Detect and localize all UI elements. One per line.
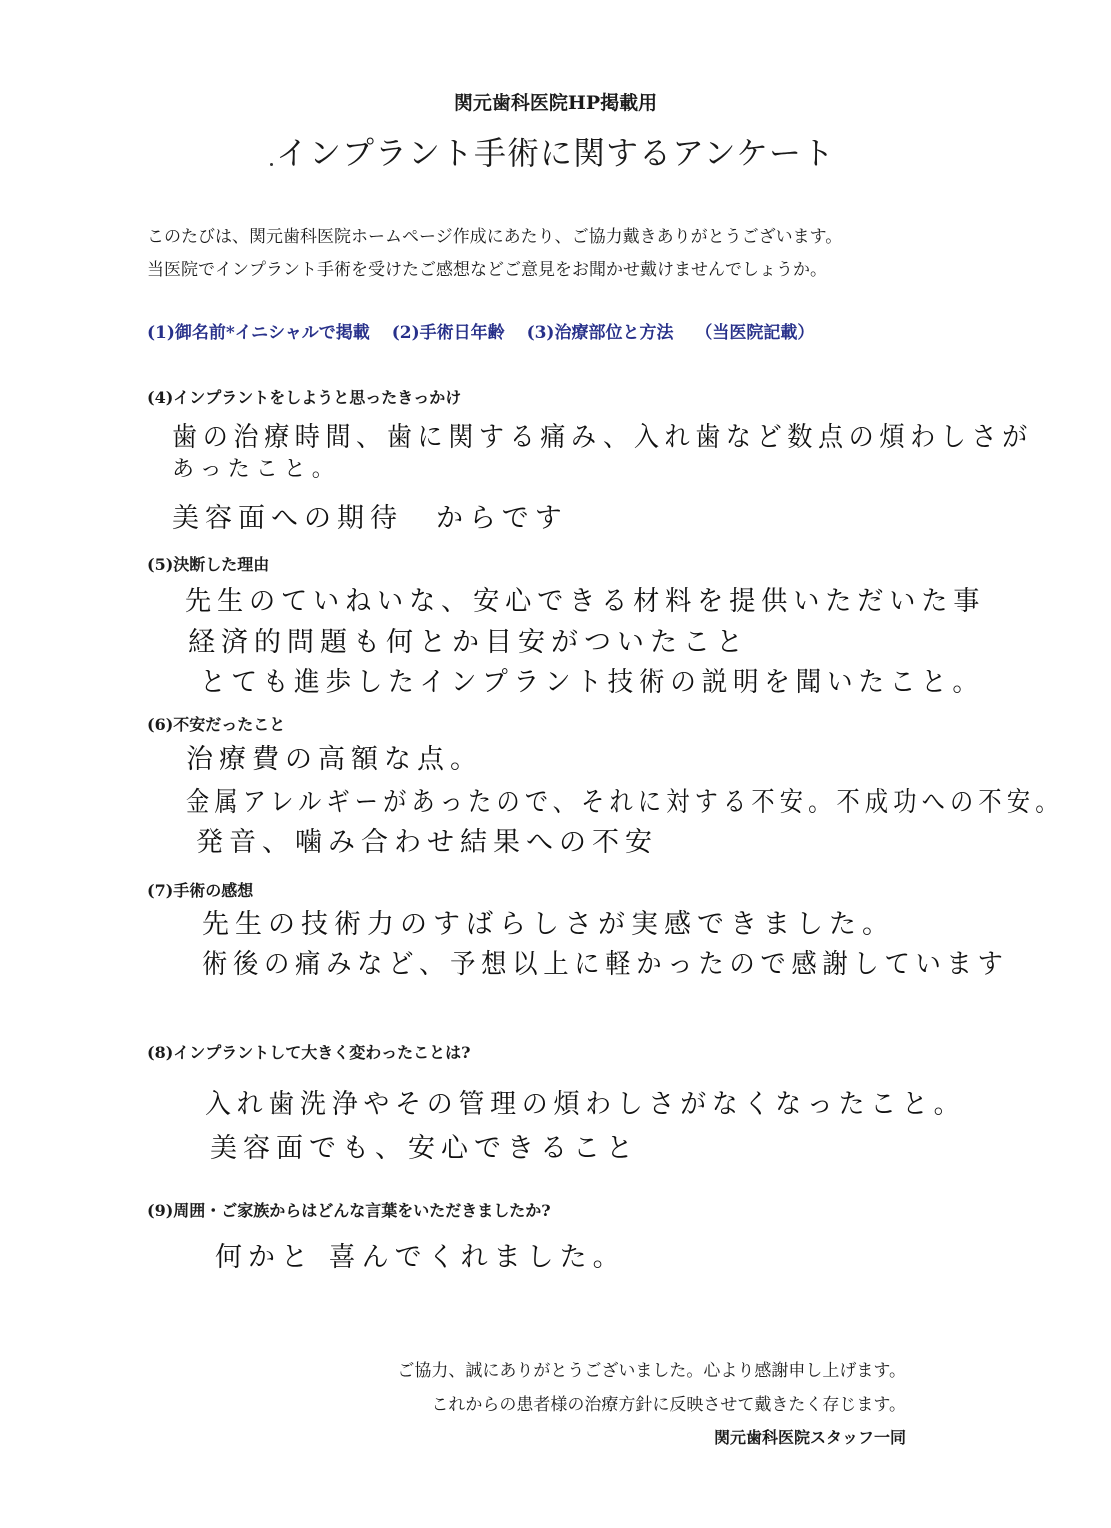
answer-5-line-2: 経済的問題も何とか目安がついたこと [188, 627, 749, 658]
field-date-age-label: (2)手術日年齢 [391, 323, 505, 343]
answer-7-line-1: 先生の技術力のすばらしさが実感できました。 [202, 909, 895, 940]
answer-6-line-3: 発音、噛み合わせ結果への不安 [196, 827, 658, 858]
answer-5-line-1: 先生のていねいな、安心できる材料を提供いただいた事 [185, 586, 986, 617]
intro-line-1: このたびは、関元歯科医院ホームページ作成にあたり、ご協力戴きありがとうございます。 [147, 227, 843, 247]
answer-6-line-2: 金属アレルギーがあったので、それに対する不安。不成功への不安。 [186, 787, 1064, 818]
clinic-header: 関元歯科医院HP掲載用 [453, 92, 658, 114]
clinic-filled-fields [147, 318, 830, 343]
answer-8-line-1: 入れ歯洗浄やその管理の煩わしさがなくなったこと。 [205, 1089, 966, 1120]
field-name-label: (1)御名前*イニシャルで掲載 [147, 323, 370, 343]
field-treatment-label: (3)治療部位と方法 [526, 323, 674, 343]
closing-line-1: ご協力、誠にありがとうございました。心より感謝申し上げます。 [397, 1361, 906, 1381]
intro-line-2: 当医院でインプラント手術を受けたご感想などご意見をお聞かせ戴けませんでしょうか。 [147, 260, 827, 280]
question-8-label: (8)インプラントして大きく変わったことは? [147, 1043, 471, 1062]
field-clinic-note: （当医院記載） [695, 323, 815, 343]
question-7-label: (7)手術の感想 [147, 881, 254, 900]
survey-title: インプラント手術に関するアンケート [275, 134, 836, 172]
question-5-label: (5)決断した理由 [147, 555, 270, 574]
answer-4-line-2: あったこと。 [172, 457, 340, 482]
answer-9-line-1: 何かと 喜んでくれました。 [215, 1242, 626, 1273]
answer-6-line-1: 治療費の高額な点。 [186, 744, 483, 775]
answer-7-line-2: 術後の痛みなど、予想以上に軽かったので感謝しています [202, 949, 1009, 980]
answer-4-line-3: 美容面への期待 からです [172, 503, 568, 534]
closing-line-2: これからの患者様の治療方針に反映させて戴きたく存じます。 [431, 1395, 906, 1415]
question-9-label: (9)周囲・ご家族からはどんな言葉をいただきましたか? [147, 1201, 551, 1220]
answer-8-line-2: 美容面でも、安心できること [210, 1133, 639, 1164]
answer-5-line-3: とても進歩したインプラント技術の説明を聞いたこと。 [200, 667, 984, 698]
staff-signature: 関元歯科医院スタッフ一同 [713, 1428, 906, 1447]
answer-4-line-1: 歯の治療時間、歯に関する痛み、入れ歯など数点の煩わしさが [172, 422, 1033, 453]
question-4-label: (4)インプラントをしようと思ったきっかけ [147, 388, 462, 407]
question-6-label: (6)不安だったこと [147, 715, 286, 734]
